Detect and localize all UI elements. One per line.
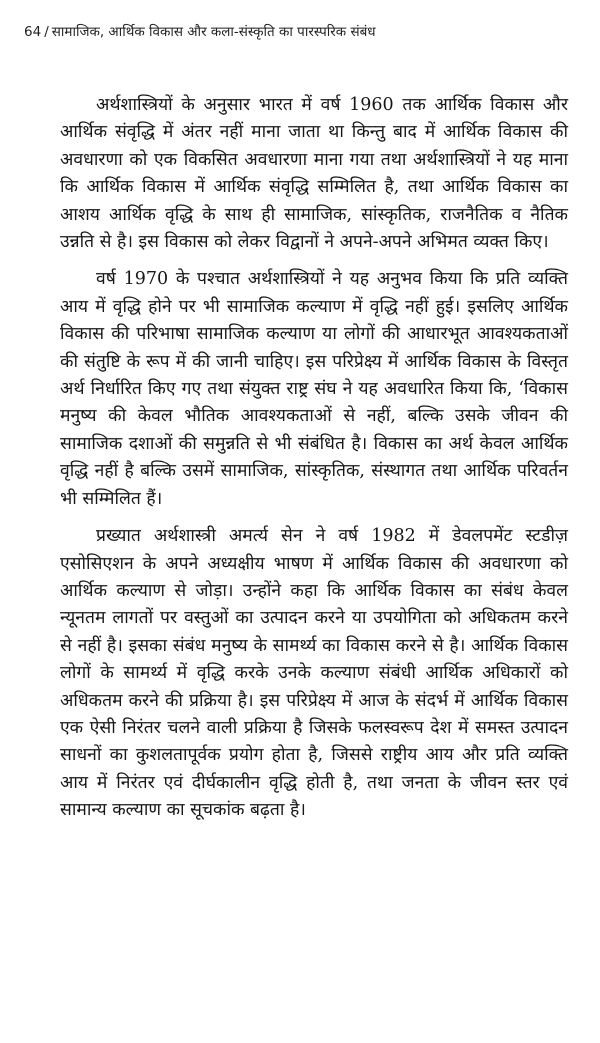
paragraph-economic-development-1970: वर्ष 1970 के पश्चात अर्थशास्त्रियों ने यह अनुभव किया कि प्रति व्यक्ति आय में वृद्धि होने पर भी सामाजिक कल्याण में वृद्धि नहीं हुई। इसलिए आर्थिक विकास की परिभाषा सामाजिक कल्याण या लोगों की आधारभूत आवश्यकताओं की संतुष्टि के रूप में की जानी चाहिए। इस परिप्रेक्ष्य में आर्थिक विकास के विस्तृत अर्थ निर्धारित किए गए तथा संयुक्त राष्ट्र संघ ने यह अवधारित किया कि, ‘विकास मनुष्य की केवल भौतिक आवश्यकताओं से नहीं, बल्कि उसके जीवन की सामाजिक दशाओं की समुन्नति से भी संबंधित है। विकास का अर्थ केवल आर्थिक वृद्धि नहीं है बल्कि उसमें सामाजिक, सांस्कृतिक, संस्थागत तथा आर्थिक परिवर्तन भी सम्मिलित हैं। — [60, 269, 568, 509]
book-title: सामाजिक, आर्थिक विकास और कला-संस्कृति का पारस्परिक संबंध — [51, 24, 376, 40]
running-header — [24, 22, 584, 42]
body-text — [60, 92, 568, 835]
paragraph-economic-development-1960: अर्थशास्त्रियों के अनुसार भारत में वर्ष 1960 तक आर्थिक विकास और आर्थिक संवृद्धि में अंतर नहीं माना जाता था किन्तु बाद में आर्थिक विकास की अवधारणा को एक विकसित अवधारणा माना गया तथा अर्थशास्त्रियों ने यह माना कि आर्थिक विकास में आर्थिक संवृद्धि सम्मिलित है, तथा आर्थिक विकास का आशय आर्थिक वृद्धि के साथ ही सामाजिक, सांस्कृतिक, राजनैतिक व नैतिक उन्नति से है। इस विकास को लेकर विद्वानों ने अपने-अपने अभिमत व्यक्त किए। — [60, 95, 568, 253]
paragraph-amartya-sen-1982: प्रख्यात अर्थशास्त्री अमर्त्य सेन ने वर्ष 1982 में डेवलपमेंट स्टडीज़ एसोसिएशन के अपने अध्यक्षीय भाषण में आर्थिक विकास की अवधारणा को आर्थिक कल्याण से जोड़ा। उन्होंने कहा कि आर्थिक विकास का संबंध केवल न्यूनतम लागतों पर वस्तुओं का उत्पादन करने या उपयोगिता को अधिकतम करने से नहीं है। इसका संबंध मनुष्य के सामर्थ्य का विकास करने से है। आर्थिक विकास लोगों के सामर्थ्य में वृद्धि करके उनके कल्याण संबंधी आर्थिक अधिकारों को अधिकतम करने की प्रक्रिया है। इस परिप्रेक्ष्य में आज के संदर्भ में आर्थिक विकास एक ऐसी निरंतर चलने वाली प्रक्रिया है जिसके फलस्वरूप देश में समस्त उत्पादन साधनों का कुशलतापूर्वक प्रयोग होता है, जिससे राष्ट्रीय आय और प्रति व्यक्ति आय में निरंतर एवं दीर्घकालीन वृद्धि होती है, तथा जनता के जीवन स्तर एवं सामान्य कल्याण का सूचकांक बढ़ता है। — [60, 526, 568, 821]
page-number: 64 — [24, 24, 42, 40]
header-separator: / — [44, 24, 49, 40]
